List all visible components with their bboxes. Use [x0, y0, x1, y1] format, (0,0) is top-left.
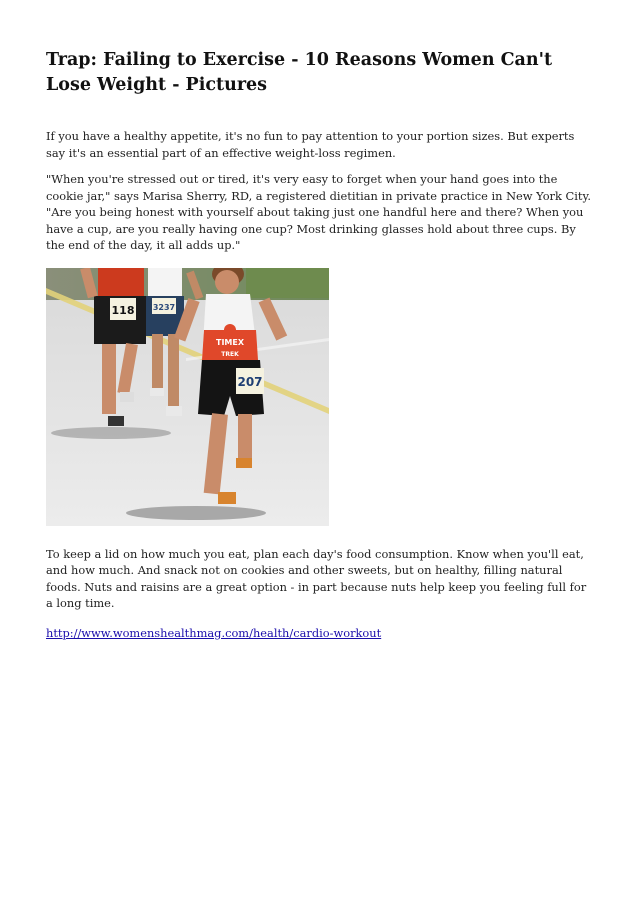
- bib-middle: 3237: [152, 302, 176, 312]
- paragraph-intro: If you have a healthy appetite, it's no fun to pay attention to your portion sizes. But experts say it's an essential part of an effective weight-loss regimen.: [46, 129, 575, 160]
- bib-left: 118: [111, 303, 135, 317]
- shirt-brand: TIMEX: [215, 337, 245, 347]
- source-link[interactable]: http://www.womenshealthmag.com/health/cardio-workout: [46, 625, 382, 640]
- paragraph-quote: "When you're stressed out or tired, it's very easy to forget when your hand goes into the cookie jar," says Marisa Sherry, RD, a registered dietitian in private practice in New York City. "Are you being honest with yourself about taking just one handful here and there? When you have a cup, are you really having one cup? Most drinking glasses hold about three cups. By the end of the day, it all adds up.": [46, 172, 591, 252]
- runners-photo: [46, 268, 329, 526]
- paragraph-advice: To keep a lid on how much you eat, plan each day's food consumption. Know when you'll eat, and how much. And snack not on cookies and other sweets, but on healthy, filling natural foods. Nuts and raisins are a great option - in part because nuts help keep you feeling full for a long time.: [46, 546, 587, 610]
- shirt-logo: TREK: [221, 350, 239, 358]
- bib-front: 207: [237, 374, 263, 389]
- document-page: [46, 48, 596, 641]
- article-title: Trap: Failing to Exercise - 10 Reasons Women Can't Lose Weight - Pictures: [46, 50, 553, 95]
